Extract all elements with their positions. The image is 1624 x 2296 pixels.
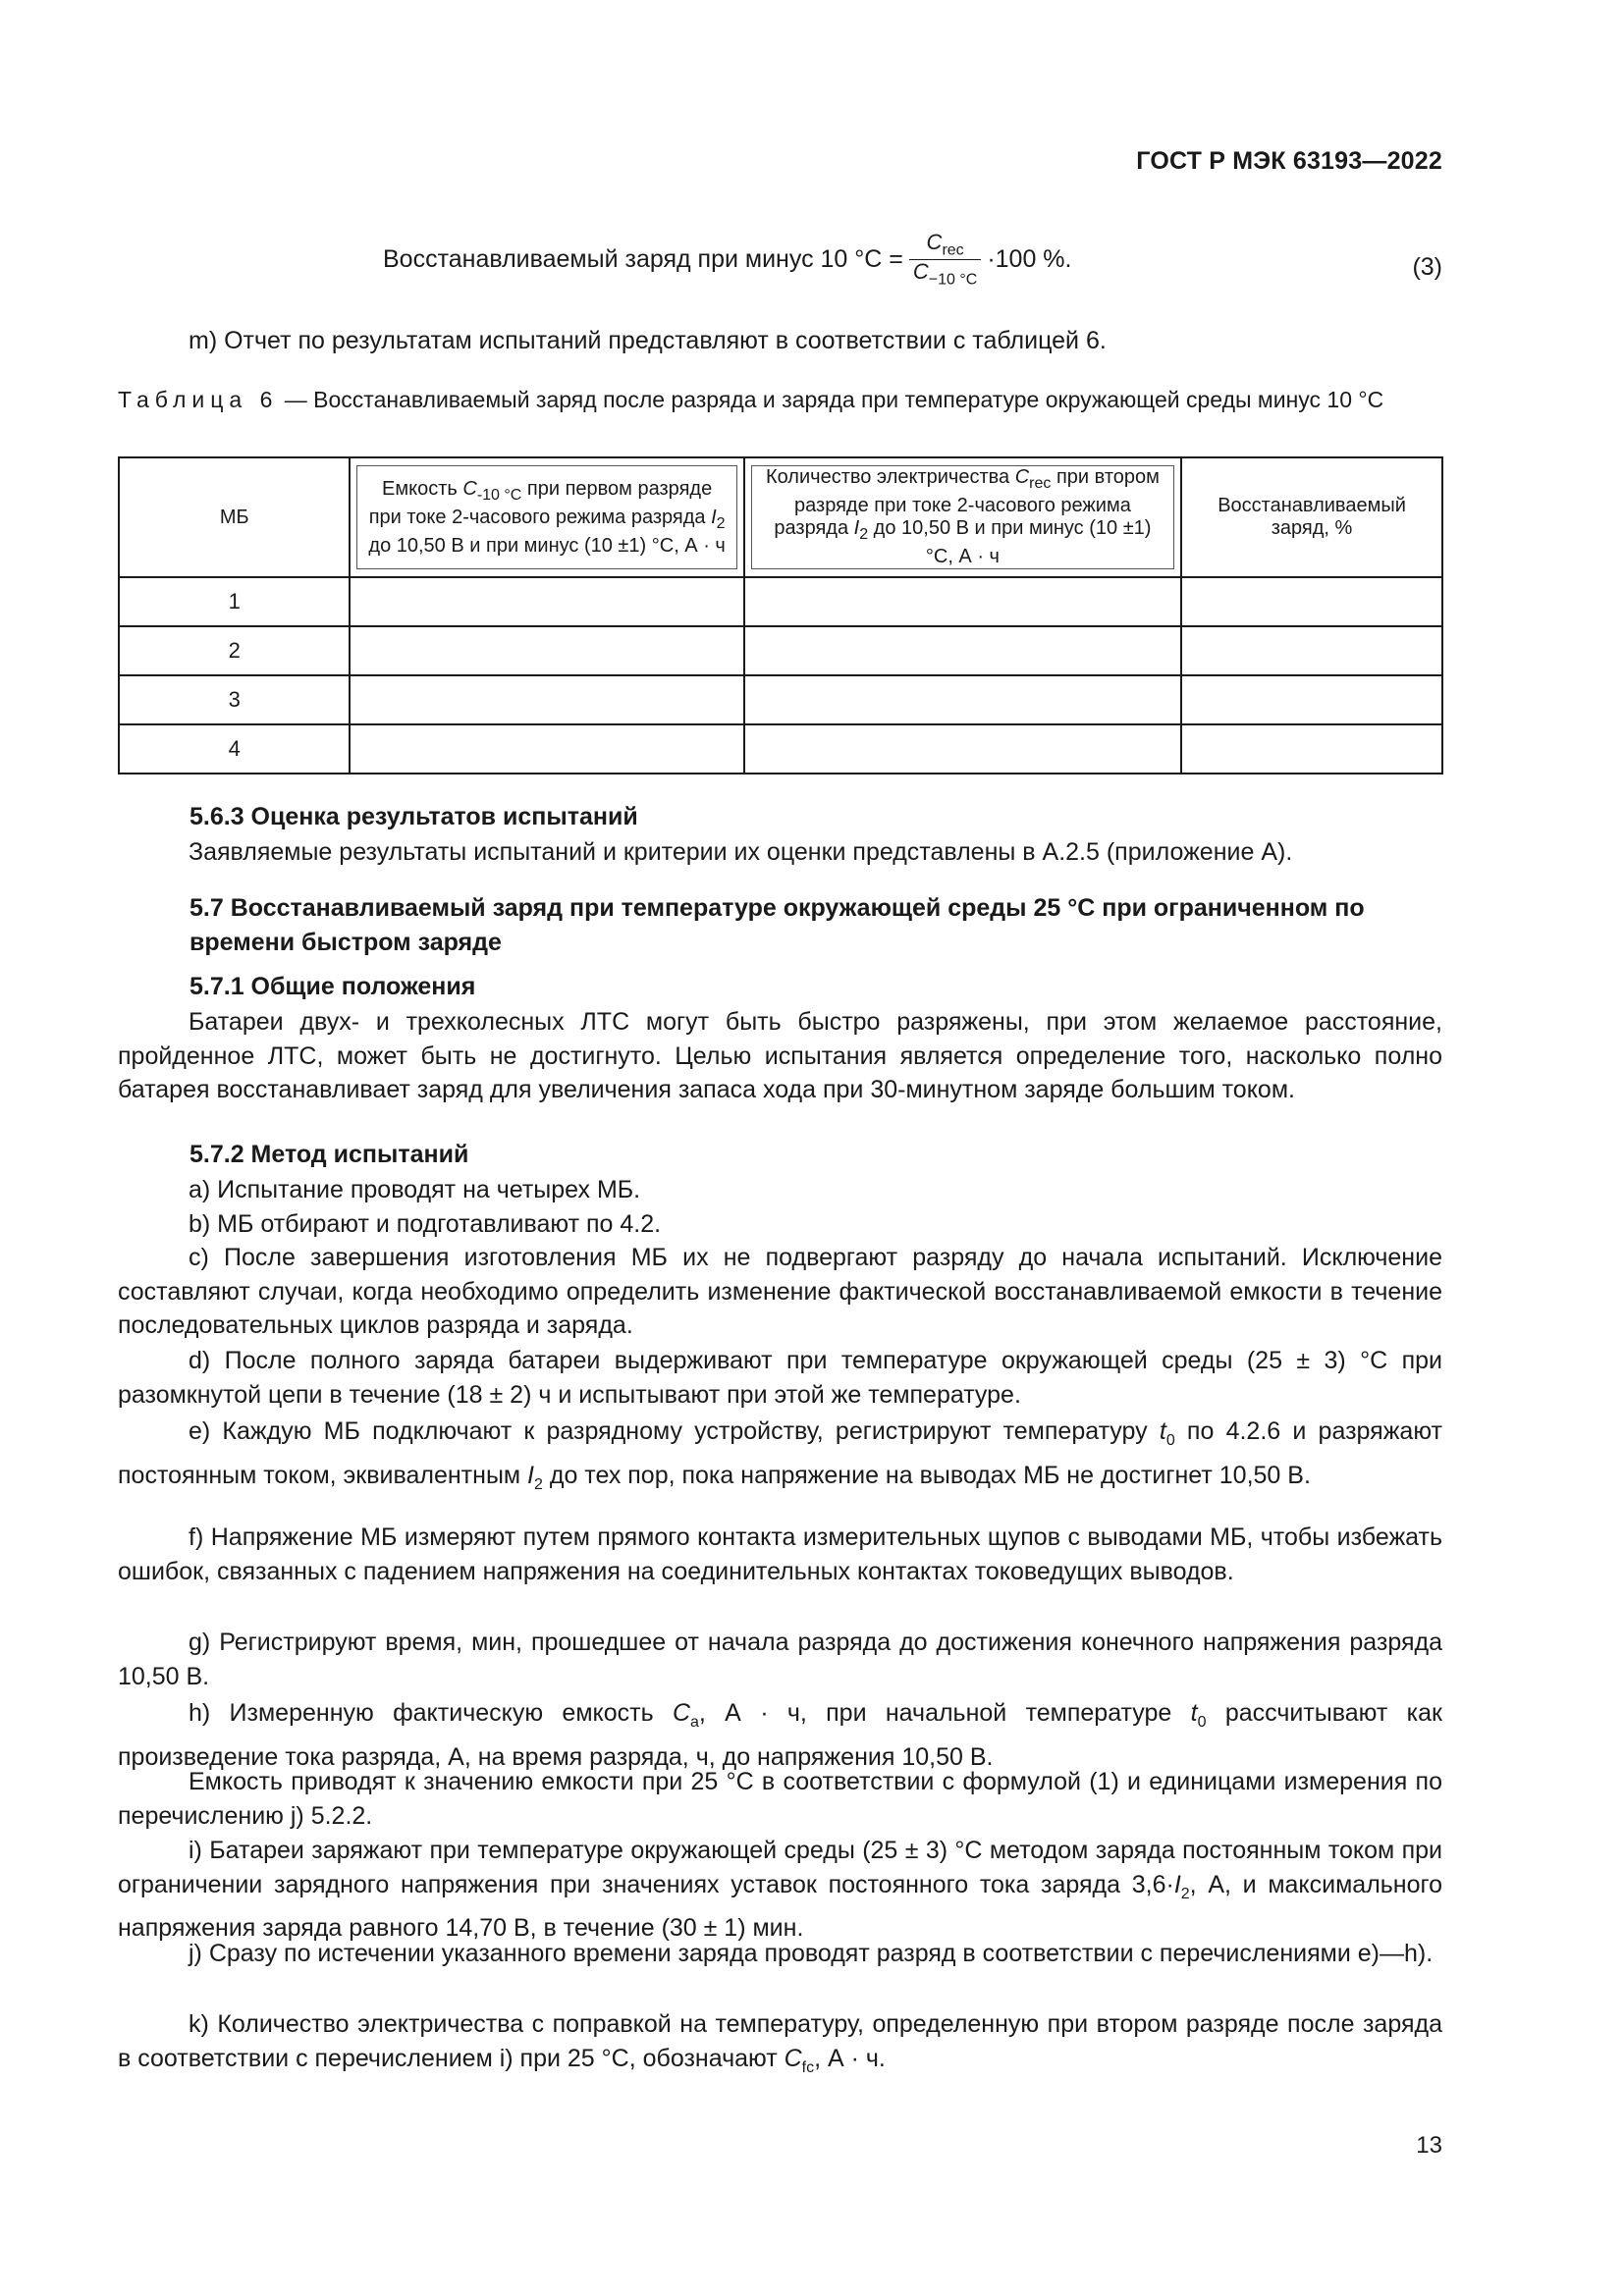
table-6-caption: Таблица 6 — Восстанавливаемый заряд после разряда и заряда при температуре окружающей среды минус 10 °C	[118, 387, 1384, 412]
table-row: 1	[119, 577, 1442, 626]
paragraph-5-6-3: Заявляемые результаты испытаний и критерии их оценки представлены в A.2.5 (приложение А).	[189, 838, 1293, 866]
item-f: f) Напряжение МБ измеряют путем прямого контакта измерительных щупов с выводами МБ, чтобы избежать ошибок, связанных с падением напряжения на соединительных контактах токоведущих выводов.	[118, 1523, 1442, 1585]
table-row: 4	[119, 724, 1442, 774]
formula-rhs: ·100 %.	[987, 244, 1072, 273]
table-header-recovered: Восстанавливаемый заряд, %	[1181, 457, 1442, 577]
heading-5-7: 5.7 Восстанавливаемый заряд при температуре окружающей среды 25 °С при ограниченном по времени быстром заряде	[189, 894, 1365, 956]
table-row: 3	[119, 675, 1442, 724]
item-j: j) Сразу по истечении указанного времени заряда проводят разряд в соответствии с перечислениями e)—h).	[189, 1940, 1434, 1967]
item-i: i) Батареи заряжают при температуре окружающей среды (25 ± 3) °C методом заряда постоянным током при ограничении зарядного напряжения при значениях уставок постоянного тока заряда $3,6\cdot I_2$, А, и максимального напряжения заряда равного 14,70 В, в течение (30 ± 1) мин.	[118, 1837, 1442, 1942]
item-a: a) Испытание проводят на четырех МБ.	[189, 1176, 641, 1203]
paragraph-5-7-1: Батареи двух- и трехколесных ЛТС могут быть быстро разряжены, при этом желаемое расстояние, пройденное ЛТС, может быть не достигнуто. Целью испытания является определение того, насколько полно батарея восстанавливает заряд для увеличения запаса хода при 30-минутном заряде большим током.	[118, 1008, 1442, 1103]
item-g: g) Регистрируют время, мин, прошедшее от начала разряда до достижения конечного напряжения разряда 10,50 В.	[118, 1629, 1442, 1690]
table-header-charge: Количество электричества $C_{rec}$ при втором разряде при токе 2-часового режима разряда $I_2$ до 10,50 В и при минус (10 ±1) °C, А · ч	[744, 457, 1181, 577]
item-h: h) Измеренную фактическую емкость $C_a$, А · ч, при начальной температуре $t_0$ рассчитывают как произведение тока разряда, А, на время разряда, ч, до напряжения 10,50 В.	[118, 1699, 1442, 1771]
heading-5-7-1: 5.7.1 Общие положения	[189, 973, 476, 1000]
page-number: 13	[1416, 2132, 1442, 2159]
item-e: e) Каждую МБ подключают к разрядному устройству, регистрируют температуру $t_0$ по 4.2.6 и разряжают постоянным током, эквивалентным $I_2$ до тех пор, пока напряжение на выводах МБ не достигнет 10,50 В.	[118, 1417, 1442, 1493]
standard-code: ГОСТ Р МЭК 63193—2022	[1136, 147, 1442, 175]
table-6	[118, 456, 1443, 774]
formula-lhs: Восстанавливаемый заряд при минус 10 °C =	[383, 244, 903, 273]
table-row: 2	[119, 626, 1442, 675]
formula-3	[383, 231, 1072, 289]
item-k: k) Количество электричества с поправкой на температуру, определенную при втором разряде после заряда в соответствии с перечислением i) при 25 °С, обозначают $C_{fc}$, А · ч.	[118, 2010, 1442, 2076]
item-m: m) Отчет по результатам испытаний представляют в соответствии с таблицей 6.	[189, 327, 1107, 354]
table-header-capacity: Емкость $C_{-10 ^\circ C}$ при первом разряде при токе 2-часового режима разряда $I_2$ до 10,50 В и при минус (10 ±1) °C, А · ч	[350, 457, 743, 577]
formula-fraction: $\frac{C_{rec}}{C_{-10 ^\circ C}}$	[909, 231, 981, 289]
formula-number: (3)	[1412, 253, 1442, 281]
item-h-continuation: Емкость приводят к значению емкости при 25 °С в соответствии с формулой (1) и единицами измерения по перечислению j) 5.2.2.	[118, 1768, 1442, 1830]
item-d: d) После полного заряда батареи выдерживают при температуре окружающей среды (25 ± 3) °C при разомкнутой цепи в течение (18 ± 2) ч и испытывают при этой же температуре.	[118, 1347, 1442, 1409]
table-header-mb: МБ	[119, 457, 350, 577]
item-b: b) МБ отбирают и подготавливают по 4.2.	[189, 1210, 662, 1238]
heading-5-7-2: 5.7.2 Метод испытаний	[189, 1141, 469, 1168]
heading-5-6-3: 5.6.3 Оценка результатов испытаний	[189, 803, 638, 830]
item-c: c) После завершения изготовления МБ их не подвергают разряду до начала испытаний. Исключение составляют случаи, когда необходимо определить изменение фактической восстанавливаемой емкости в течение последовательных циклов разряда и заряда.	[118, 1244, 1442, 1339]
